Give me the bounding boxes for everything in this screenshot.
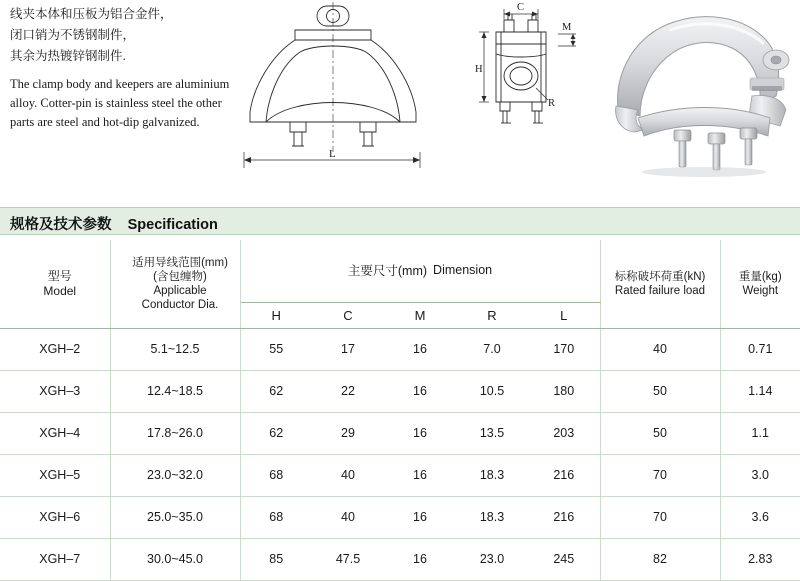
- header-weight: [720, 240, 800, 328]
- cell-H: 68: [240, 454, 312, 496]
- cell-R: 18.3: [456, 454, 528, 496]
- cell-load: 70: [600, 454, 720, 496]
- cell-L: 245: [528, 538, 600, 580]
- side-view-drawing: [470, 0, 595, 160]
- cell-load: 50: [600, 370, 720, 412]
- header-conductor-cn2: (含包缠物): [121, 270, 240, 284]
- header-failure-load-cn: 标称破坏荷重(kN): [601, 270, 720, 284]
- cell-load: 70: [600, 496, 720, 538]
- header-dim-C: C: [312, 302, 384, 328]
- cell-model: XGH–7: [0, 538, 110, 580]
- cell-conductor: 17.8~26.0: [110, 412, 240, 454]
- header-model: [0, 240, 110, 328]
- cell-L: 216: [528, 496, 600, 538]
- specification-title-cn: 规格及技术参数: [10, 217, 112, 233]
- cell-L: 203: [528, 412, 600, 454]
- table-row: [0, 412, 800, 454]
- header-conductor: [110, 240, 240, 328]
- side-view-dim-label-R: R: [548, 98, 555, 109]
- header-model-cn: 型号: [10, 269, 110, 284]
- header-conductor-en2: Conductor Dia.: [121, 298, 240, 312]
- cell-R: 7.0: [456, 328, 528, 370]
- cell-L: 216: [528, 454, 600, 496]
- header-failure-load: [600, 240, 720, 328]
- specification-table: [0, 240, 800, 581]
- cell-conductor: 23.0~32.0: [110, 454, 240, 496]
- side-view-dim-label-M: M: [562, 22, 572, 33]
- cell-L: 170: [528, 328, 600, 370]
- table-row: [0, 370, 800, 412]
- top-section: [0, 0, 800, 200]
- description-cn-line-3: 其余为热镀锌钢制件.: [10, 46, 242, 67]
- header-dimension-cn: 主要尺寸(mm): [348, 261, 427, 281]
- table-row: [0, 538, 800, 580]
- cell-R: 23.0: [456, 538, 528, 580]
- cell-conductor: 30.0~45.0: [110, 538, 240, 580]
- cell-H: 62: [240, 370, 312, 412]
- cell-C: 47.5: [312, 538, 384, 580]
- cell-C: 22: [312, 370, 384, 412]
- header-failure-load-en: Rated failure load: [601, 284, 720, 298]
- cell-M: 16: [384, 454, 456, 496]
- cell-H: 68: [240, 496, 312, 538]
- cell-model: XGH–3: [0, 370, 110, 412]
- table-row: [0, 454, 800, 496]
- cell-C: 29: [312, 412, 384, 454]
- header-weight-cn: 重量(kg): [721, 270, 800, 284]
- header-dim-L: L: [528, 302, 600, 328]
- cell-M: 16: [384, 538, 456, 580]
- header-model-en: Model: [10, 284, 110, 299]
- table-row: [0, 496, 800, 538]
- cell-conductor: 12.4~18.5: [110, 370, 240, 412]
- cell-model: XGH–5: [0, 454, 110, 496]
- description-block: [10, 4, 242, 132]
- front-view-dim-label-L: L: [329, 148, 336, 160]
- cell-H: 62: [240, 412, 312, 454]
- header-dim-M: M: [384, 302, 456, 328]
- description-en: The clamp body and keepers are aluminium alloy. Cotter-pin is stainless steel the other parts are steel and hot-dip galvanized.: [10, 75, 242, 132]
- cell-M: 16: [384, 496, 456, 538]
- header-dim-R: R: [456, 302, 528, 328]
- cell-model: XGH–2: [0, 328, 110, 370]
- cell-R: 10.5: [456, 370, 528, 412]
- cell-weight: 1.14: [720, 370, 800, 412]
- description-cn-line-2: 闭口销为不锈钢制件，: [10, 25, 242, 46]
- cell-R: 13.5: [456, 412, 528, 454]
- cell-L: 180: [528, 370, 600, 412]
- cell-weight: 2.83: [720, 538, 800, 580]
- product-photo: [600, 0, 798, 180]
- front-view-drawing: [232, 0, 432, 175]
- specification-header-band: [0, 207, 800, 235]
- cell-load: 82: [600, 538, 720, 580]
- header-dimension-group: [240, 240, 600, 302]
- cell-model: XGH–4: [0, 412, 110, 454]
- cell-conductor: 25.0~35.0: [110, 496, 240, 538]
- cell-load: 40: [600, 328, 720, 370]
- header-weight-en: Weight: [721, 284, 800, 298]
- side-view-dim-label-C: C: [517, 2, 524, 13]
- cell-model: XGH–6: [0, 496, 110, 538]
- cell-M: 16: [384, 328, 456, 370]
- cell-weight: 0.71: [720, 328, 800, 370]
- header-conductor-cn1: 适用导线范围(mm): [121, 256, 240, 270]
- specification-title: [10, 213, 218, 234]
- cell-weight: 3.6: [720, 496, 800, 538]
- cell-H: 85: [240, 538, 312, 580]
- cell-M: 16: [384, 412, 456, 454]
- cell-H: 55: [240, 328, 312, 370]
- table-header-row-1: [0, 240, 800, 302]
- cell-conductor: 5.1~12.5: [110, 328, 240, 370]
- side-view-dim-label-H: H: [475, 64, 483, 75]
- cell-C: 40: [312, 496, 384, 538]
- cell-C: 17: [312, 328, 384, 370]
- cell-C: 40: [312, 454, 384, 496]
- header-dim-H: H: [240, 302, 312, 328]
- specification-title-en: Specification: [128, 217, 218, 233]
- cell-R: 18.3: [456, 496, 528, 538]
- header-conductor-en1: Applicable: [121, 284, 240, 298]
- cell-weight: 1.1: [720, 412, 800, 454]
- table-row: [0, 328, 800, 370]
- header-dimension-en: Dimension: [433, 263, 492, 279]
- cell-M: 16: [384, 370, 456, 412]
- description-cn-line-1: 线夹本体和压板为铝合金件，: [10, 4, 242, 25]
- cell-load: 50: [600, 412, 720, 454]
- cell-weight: 3.0: [720, 454, 800, 496]
